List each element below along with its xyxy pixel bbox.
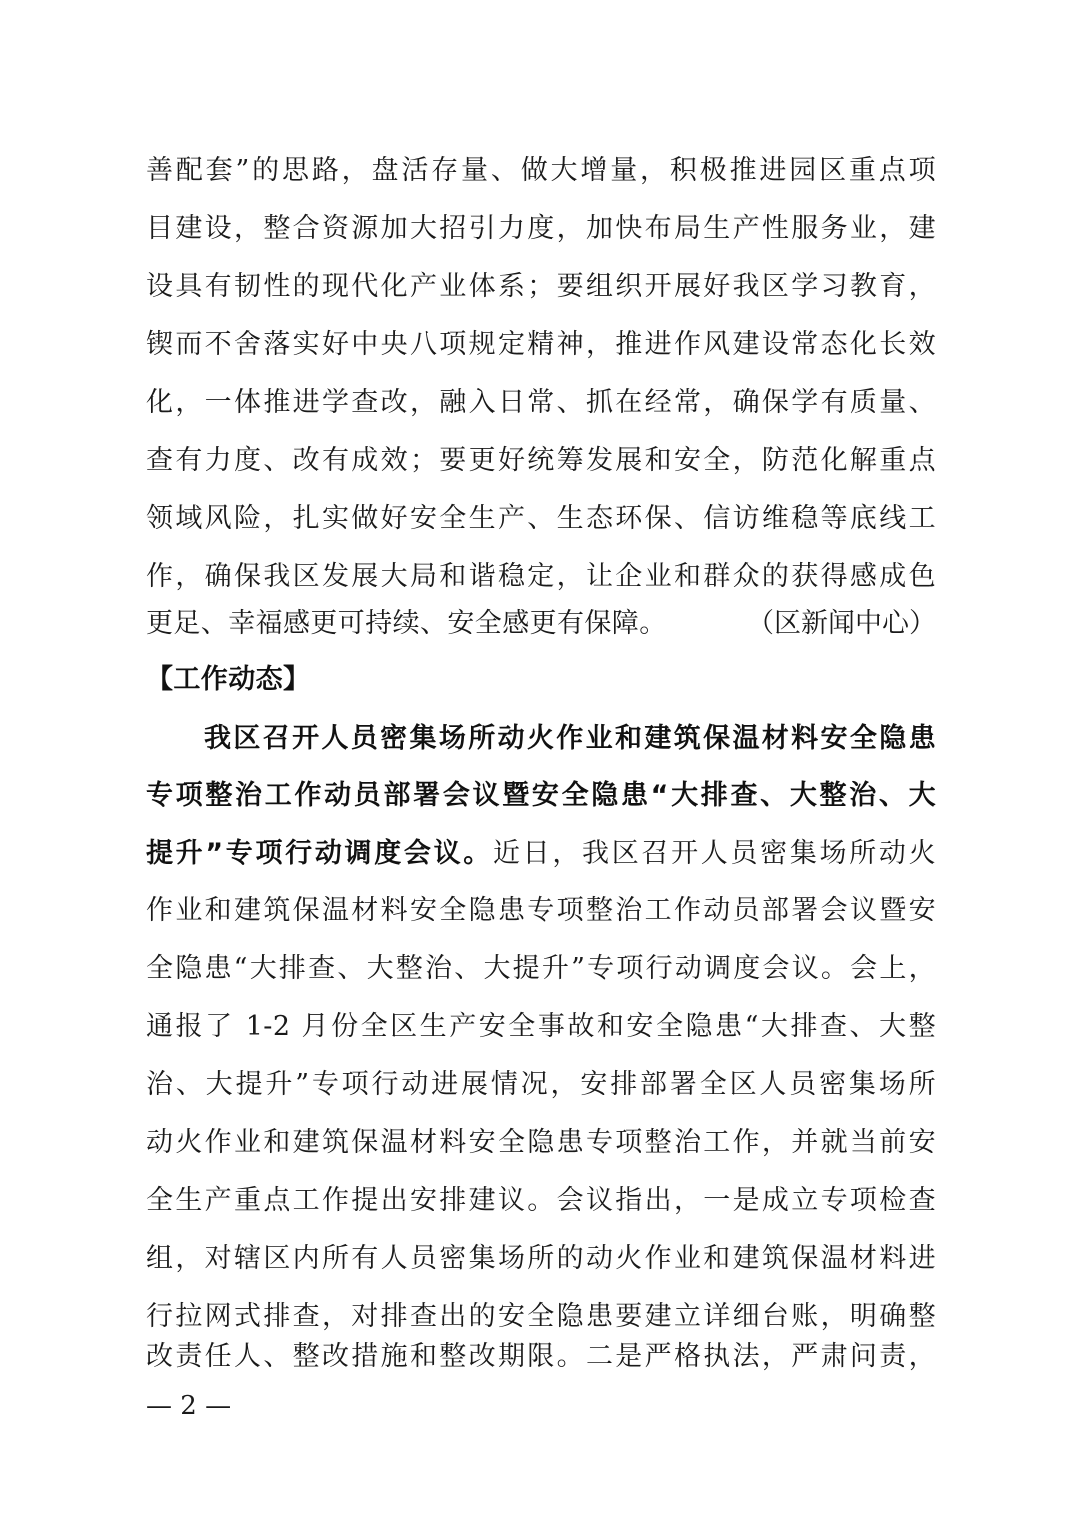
body-line: 改责任人、整改措施和整改期限。二是严格执法，严肃问责， <box>146 1341 936 1372</box>
body-line: 组，对辖区内所有人员密集场所的动火作业和建筑保温材料进 <box>146 1243 936 1274</box>
body-line: 作，确保我区发展大局和谐稳定，让企业和群众的获得感成色 <box>146 561 936 592</box>
body-line: 全隐患“大排查、大整治、大提升”专项行动调度会议。会上， <box>146 953 936 984</box>
body-line: 通报了 1-2 月份全区生产安全事故和安全隐患“大排查、大整 <box>146 1011 936 1042</box>
body-line: 化，一体推进学查改，融入日常、抓在经常，确保学有质量、 <box>146 387 936 418</box>
headline-line: 我区召开人员密集场所动火作业和建筑保温材料安全隐患 <box>204 723 936 754</box>
body-text: 近日，我区召开人员密集场所动火 <box>492 838 936 869</box>
body-line: 善配套”的思路，盘活存量、做大增量，积极推进园区重点项 <box>146 155 936 186</box>
section-title: 【工作动态】 <box>146 664 311 695</box>
body-line: 领域风险，扎实做好安全生产、生态环保、信访维稳等底线工 <box>146 503 936 534</box>
body-line: 作业和建筑保温材料安全隐患专项整治工作动员部署会议暨安 <box>146 895 936 926</box>
body-line: 全生产重点工作提出安排建议。会议指出，一是成立专项检查 <box>146 1185 936 1216</box>
body-line: 动火作业和建筑保温材料安全隐患专项整治工作，并就当前安 <box>146 1127 936 1158</box>
body-line: 目建设，整合资源加大招引力度，加快布局生产性服务业，建 <box>146 213 936 244</box>
news-credit: （区新闻中心） <box>747 608 936 639</box>
headline-mixed-line <box>146 834 936 874</box>
body-line: 设具有韧性的现代化产业体系；要组织开展好我区学习教育， <box>146 271 936 302</box>
body-line: 行拉网式排查，对排查出的安全隐患要建立详细台账，明确整 <box>146 1301 936 1332</box>
headline-end: 提升”专项行动调度会议。 <box>146 838 493 869</box>
body-line: 锲而不舍落实好中央八项规定精神，推进作风建设常态化长效 <box>146 329 936 360</box>
headline-line: 专项整治工作动员部署会议暨安全隐患“大排查、大整治、大 <box>146 780 936 811</box>
body-line: 查有力度、改有成效；要更好统筹发展和安全，防范化解重点 <box>146 445 936 476</box>
body-line: 治、大提升”专项行动进展情况，安排部署全区人员密集场所 <box>146 1069 936 1100</box>
body-line: 更足、幸福感更可持续、安全感更有保障。 <box>146 608 667 639</box>
page-number: — 2 — <box>146 1391 232 1421</box>
